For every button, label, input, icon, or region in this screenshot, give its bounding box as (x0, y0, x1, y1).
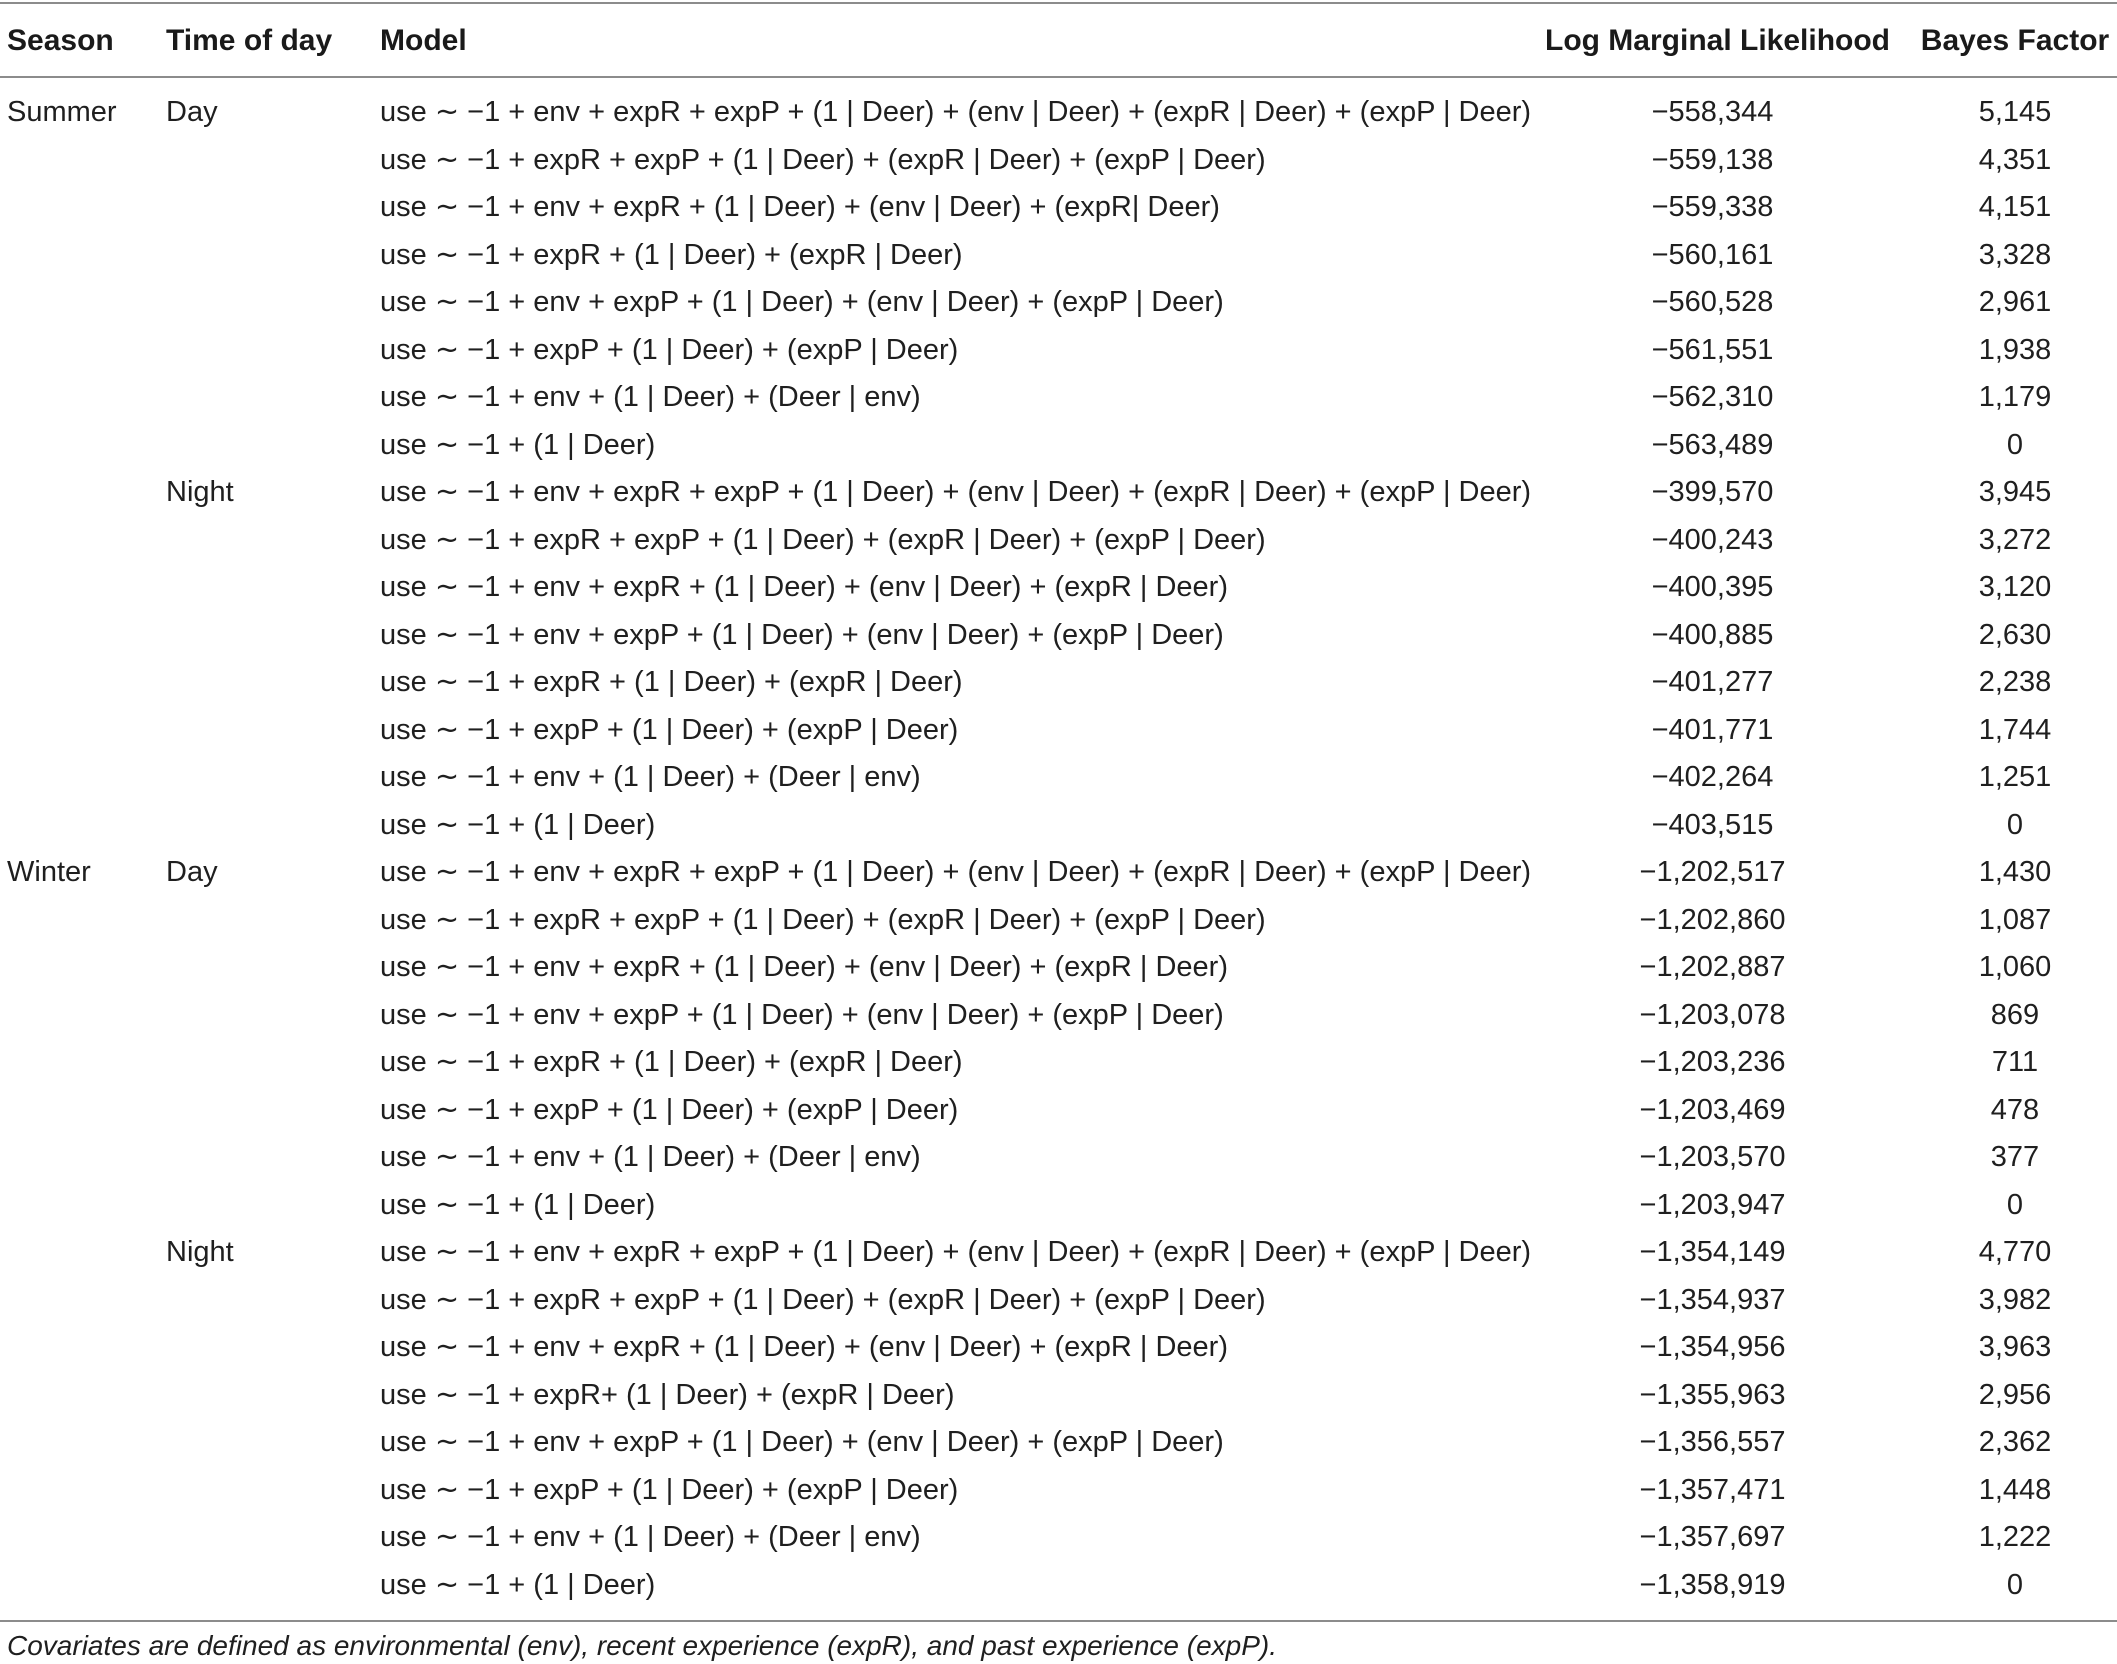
table-row (0, 852, 2117, 900)
cell-bayes-factor: 377 (1990, 1141, 2040, 1173)
cell-model: use ∼ −1 + env + (1 | Deer) + (Deer | env) (380, 761, 921, 793)
cell-model: use ∼ −1 + env + expR + expP + (1 | Deer) + (env | Deer) + (expR | Deer) + (expP | Deer) (380, 856, 1532, 888)
cell-log-marginal-likelihood: −1,203,078 (1639, 998, 1786, 1031)
cell-log-marginal-likelihood: −399,570 (1651, 476, 1774, 508)
table-footnote: Covariates are defined as environmental (env), recent experience (expR), and past experience (expP). (7, 1630, 1277, 1661)
cell-season: Winter (7, 856, 91, 888)
cell-log-marginal-likelihood: −1,202,887 (1639, 951, 1786, 983)
table-row (0, 1232, 2117, 1280)
cell-model: use ∼ −1 + expR + (1 | Deer) + (expR | Deer) (380, 1046, 963, 1078)
cell-log-marginal-likelihood: −1,203,469 (1639, 1093, 1786, 1126)
cell-bayes-factor: 1,744 (1978, 713, 2052, 746)
cell-model: use ∼ −1 + expR + expP + (1 | Deer) + (expR | Deer) + (expP | Deer) (380, 523, 1266, 556)
cell-bayes-factor: 3,328 (1978, 238, 2052, 271)
table-row (0, 140, 2117, 188)
cell-model: use ∼ −1 + expP + (1 | Deer) + (expP | Deer) (380, 713, 959, 746)
header-model: Model (380, 24, 467, 57)
cell-log-marginal-likelihood: −403,515 (1651, 808, 1774, 841)
cell-model: use ∼ −1 + env + expR + (1 | Deer) + (env | Deer) + (expR| Deer) (380, 191, 1220, 223)
table-header-rule (0, 76, 2117, 78)
cell-model: use ∼ −1 + env + (1 | Deer) + (Deer | env) (380, 1141, 921, 1173)
cell-model: use ∼ −1 + env + expR + (1 | Deer) + (env | Deer) + (expR | Deer) (380, 951, 1228, 983)
table-row (0, 947, 2117, 995)
cell-model: use ∼ −1 + env + expR + (1 | Deer) + (env | Deer) + (expR | Deer) (380, 1331, 1228, 1363)
table-row (0, 377, 2117, 425)
cell-bayes-factor: 1,448 (1978, 1473, 2052, 1506)
cell-bayes-factor: 711 (1991, 1046, 2039, 1078)
table-bottom-rule (0, 1620, 2117, 1622)
cell-model: use ∼ −1 + (1 | Deer) (380, 1188, 656, 1221)
cell-log-marginal-likelihood: −1,202,860 (1639, 903, 1786, 936)
cell-time-of-day: Day (166, 856, 218, 888)
table-row (0, 1137, 2117, 1185)
cell-log-marginal-likelihood: −1,355,963 (1639, 1378, 1786, 1411)
cell-model: use ∼ −1 + env + expP + (1 | Deer) + (env | Deer) + (expP | Deer) (380, 1426, 1224, 1458)
cell-model: use ∼ −1 + expP + (1 | Deer) + (expP | Deer) (380, 333, 959, 366)
cell-bayes-factor: 2,961 (1978, 286, 2052, 318)
cell-bayes-factor: 2,362 (1978, 1426, 2052, 1458)
cell-bayes-factor: 2,238 (1978, 666, 2052, 698)
cell-log-marginal-likelihood: −1,354,956 (1639, 1331, 1786, 1363)
cell-model: use ∼ −1 + env + expR + expP + (1 | Deer) + (env | Deer) + (expR | Deer) + (expP | Deer) (380, 96, 1532, 128)
cell-bayes-factor: 3,120 (1978, 571, 2052, 603)
table-row (0, 1517, 2117, 1565)
cell-model: use ∼ −1 + env + expR + (1 | Deer) + (env | Deer) + (expR | Deer) (380, 571, 1228, 603)
cell-bayes-factor: 1,087 (1978, 903, 2052, 936)
table-row (0, 330, 2117, 378)
header-time-of-day: Time of day (166, 24, 333, 57)
cell-log-marginal-likelihood: −563,489 (1651, 428, 1774, 461)
table-row (0, 472, 2117, 520)
cell-log-marginal-likelihood: −561,551 (1651, 333, 1774, 366)
cell-model: use ∼ −1 + expR + expP + (1 | Deer) + (expR | Deer) + (expP | Deer) (380, 1283, 1266, 1316)
cell-model: use ∼ −1 + expP + (1 | Deer) + (expP | Deer) (380, 1093, 959, 1126)
cell-log-marginal-likelihood: −558,344 (1651, 96, 1774, 128)
table-row (0, 567, 2117, 615)
table-header (0, 2, 2117, 76)
cell-bayes-factor: 0 (2006, 428, 2024, 461)
cell-log-marginal-likelihood: −1,202,517 (1639, 856, 1786, 888)
table-row (0, 1422, 2117, 1470)
cell-log-marginal-likelihood: −1,354,149 (1639, 1236, 1786, 1268)
cell-model: use ∼ −1 + expR + (1 | Deer) + (expR | Deer) (380, 238, 963, 271)
cell-model: use ∼ −1 + (1 | Deer) (380, 1568, 656, 1601)
cell-bayes-factor: 4,351 (1978, 143, 2052, 176)
cell-bayes-factor: 4,770 (1978, 1236, 2052, 1268)
table-row (0, 1327, 2117, 1375)
table-row (0, 1090, 2117, 1138)
cell-log-marginal-likelihood: −401,771 (1651, 713, 1774, 746)
table-row (0, 1470, 2117, 1518)
cell-bayes-factor: 2,630 (1978, 618, 2052, 651)
table-row (0, 1375, 2117, 1423)
cell-bayes-factor: 1,060 (1978, 951, 2052, 983)
cell-bayes-factor: 3,945 (1978, 476, 2052, 508)
cell-time-of-day: Day (166, 96, 218, 128)
cell-model: use ∼ −1 + env + expR + expP + (1 | Deer) + (env | Deer) + (expR | Deer) + (expP | Deer) (380, 476, 1532, 508)
table-row (0, 282, 2117, 330)
cell-model: use ∼ −1 + env + (1 | Deer) + (Deer | env) (380, 1521, 921, 1553)
cell-time-of-day: Night (166, 1236, 234, 1268)
cell-log-marginal-likelihood: −400,243 (1651, 523, 1774, 556)
table-row (0, 757, 2117, 805)
header-bayes-factor: Bayes Factor (1920, 24, 2110, 57)
cell-log-marginal-likelihood: −1,203,236 (1639, 1046, 1786, 1078)
cell-bayes-factor: 0 (2006, 1188, 2024, 1221)
table-row (0, 1042, 2117, 1090)
cell-model: use ∼ −1 + expR+ (1 | Deer) + (expR | Deer) (380, 1378, 955, 1411)
table-row (0, 805, 2117, 853)
cell-bayes-factor: 0 (2006, 808, 2024, 841)
cell-log-marginal-likelihood: −401,277 (1651, 666, 1774, 698)
table-row (0, 1185, 2117, 1233)
cell-bayes-factor: 869 (1990, 998, 2040, 1031)
cell-model: use ∼ −1 + env + expR + expP + (1 | Deer) + (env | Deer) + (expR | Deer) + (expP | Deer) (380, 1236, 1532, 1268)
table-row (0, 92, 2117, 140)
table-body (0, 92, 2117, 1612)
cell-bayes-factor: 1,251 (1978, 761, 2052, 793)
cell-bayes-factor: 1,430 (1978, 856, 2052, 888)
cell-bayes-factor: 1,179 (1978, 381, 2052, 413)
cell-log-marginal-likelihood: −1,358,919 (1639, 1568, 1786, 1601)
cell-bayes-factor: 3,982 (1978, 1283, 2052, 1316)
cell-log-marginal-likelihood: −1,356,557 (1639, 1426, 1786, 1458)
header-log-marginal-likelihood: Log Marginal Likelihood (1545, 24, 1890, 57)
cell-time-of-day: Night (166, 476, 234, 508)
table-row (0, 1565, 2117, 1613)
cell-log-marginal-likelihood: −400,395 (1651, 571, 1774, 603)
table-row (0, 520, 2117, 568)
table-row (0, 900, 2117, 948)
table-row (0, 1280, 2117, 1328)
cell-model: use ∼ −1 + env + expP + (1 | Deer) + (env | Deer) + (expP | Deer) (380, 618, 1224, 651)
cell-season: Summer (7, 96, 117, 128)
table-row (0, 662, 2117, 710)
cell-model: use ∼ −1 + expP + (1 | Deer) + (expP | Deer) (380, 1473, 959, 1506)
table-row (0, 710, 2117, 758)
cell-bayes-factor: 3,963 (1978, 1331, 2052, 1363)
cell-model: use ∼ −1 + env + expP + (1 | Deer) + (env | Deer) + (expP | Deer) (380, 998, 1224, 1031)
cell-log-marginal-likelihood: −562,310 (1651, 381, 1774, 413)
cell-bayes-factor: 0 (2006, 1568, 2024, 1601)
cell-log-marginal-likelihood: −560,528 (1651, 286, 1774, 318)
cell-bayes-factor: 1,222 (1978, 1521, 2052, 1553)
cell-model: use ∼ −1 + (1 | Deer) (380, 428, 656, 461)
table-row (0, 425, 2117, 473)
cell-log-marginal-likelihood: −1,357,471 (1639, 1473, 1786, 1506)
table-row (0, 995, 2117, 1043)
cell-bayes-factor: 1,938 (1978, 333, 2052, 366)
table-row (0, 235, 2117, 283)
cell-model: use ∼ −1 + env + (1 | Deer) + (Deer | env) (380, 381, 921, 413)
cell-log-marginal-likelihood: −402,264 (1651, 761, 1774, 793)
table-row (0, 615, 2117, 663)
cell-log-marginal-likelihood: −1,357,697 (1639, 1521, 1786, 1553)
cell-log-marginal-likelihood: −560,161 (1651, 238, 1774, 271)
cell-log-marginal-likelihood: −1,203,570 (1639, 1141, 1786, 1173)
cell-log-marginal-likelihood: −1,354,937 (1639, 1283, 1786, 1316)
cell-log-marginal-likelihood: −400,885 (1651, 618, 1774, 651)
table-row (0, 187, 2117, 235)
cell-bayes-factor: 2,956 (1978, 1378, 2052, 1411)
cell-log-marginal-likelihood: −559,138 (1651, 143, 1774, 176)
cell-model: use ∼ −1 + (1 | Deer) (380, 808, 656, 841)
cell-bayes-factor: 478 (1990, 1093, 2040, 1126)
cell-bayes-factor: 3,272 (1978, 523, 2052, 556)
cell-bayes-factor: 4,151 (1978, 191, 2052, 223)
cell-log-marginal-likelihood: −559,338 (1651, 191, 1774, 223)
cell-log-marginal-likelihood: −1,203,947 (1639, 1188, 1786, 1221)
cell-model: use ∼ −1 + expR + expP + (1 | Deer) + (expR | Deer) + (expP | Deer) (380, 143, 1266, 176)
cell-model: use ∼ −1 + expR + (1 | Deer) + (expR | Deer) (380, 666, 963, 698)
cell-bayes-factor: 5,145 (1978, 96, 2052, 128)
cell-model: use ∼ −1 + expR + expP + (1 | Deer) + (expR | Deer) + (expP | Deer) (380, 903, 1266, 936)
header-season: Season (7, 24, 114, 57)
cell-model: use ∼ −1 + env + expP + (1 | Deer) + (env | Deer) + (expP | Deer) (380, 286, 1224, 318)
